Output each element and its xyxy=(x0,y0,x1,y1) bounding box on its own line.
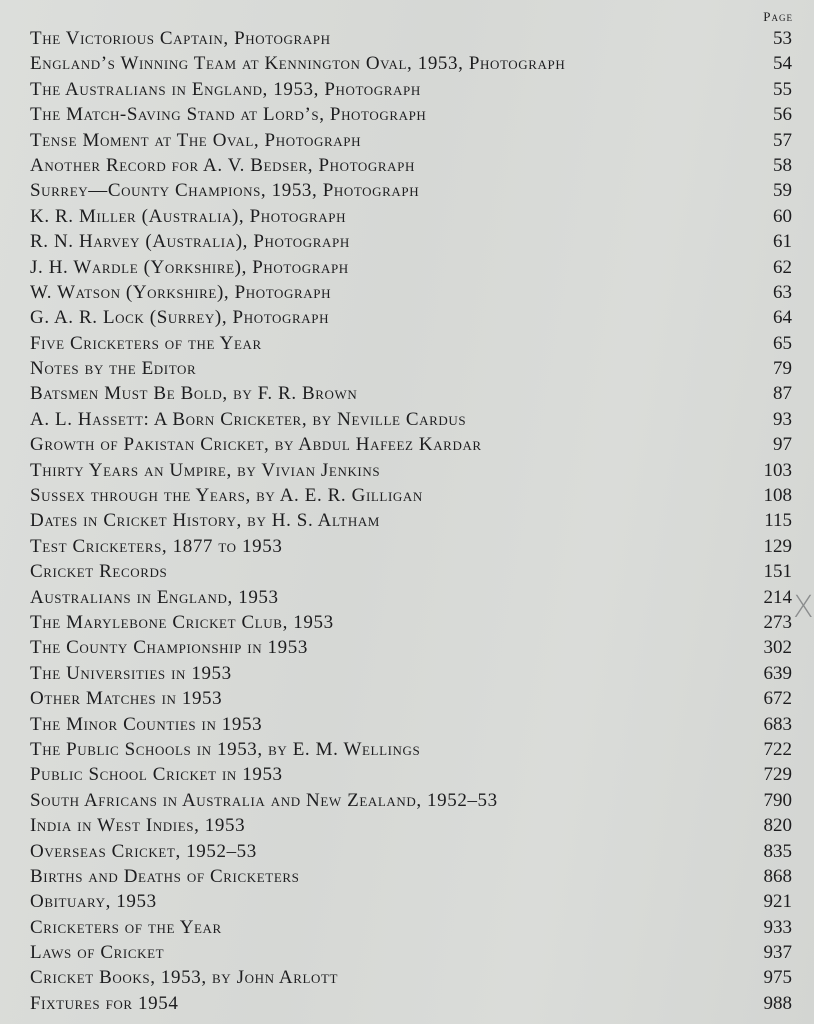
entry-page-number: 65 xyxy=(773,332,792,354)
entry-page-number: 58 xyxy=(773,154,792,176)
toc-entry xyxy=(30,102,792,127)
entry-title: Overseas Cricket, 1952–53 xyxy=(30,840,257,862)
entry-page-number: 988 xyxy=(763,992,792,1014)
entry-page-number: 79 xyxy=(773,358,792,380)
entry-page-number: 61 xyxy=(773,231,792,253)
entry-page-number: 302 xyxy=(763,637,792,659)
entry-title: The Marylebone Cricket Club, 1953 xyxy=(30,611,334,633)
toc-entry xyxy=(30,483,792,508)
toc-entry xyxy=(30,559,792,584)
entry-page-number: 937 xyxy=(763,942,792,964)
toc-entry xyxy=(30,204,792,229)
toc-entry xyxy=(30,331,792,356)
entry-page-number: 87 xyxy=(773,383,792,405)
entry-page-number: 933 xyxy=(763,916,792,938)
entry-title: Cricket Books, 1953, by John Arlott xyxy=(30,967,339,989)
entry-page-number: 64 xyxy=(773,307,792,329)
entry-title: Cricketers of the Year xyxy=(30,916,222,938)
toc-entry xyxy=(30,712,792,737)
entry-title: Dates in Cricket History, by H. S. Altham xyxy=(30,510,380,532)
toc-entry xyxy=(30,864,792,889)
entry-title: England’s Winning Team at Kennington Oval, 1953, Photograph xyxy=(30,53,566,75)
entry-page-number: 790 xyxy=(763,789,792,811)
entry-title: K. R. Miller (Australia), Photograph xyxy=(30,205,347,227)
toc-entry xyxy=(30,26,792,51)
entry-page-number: 62 xyxy=(773,256,792,278)
entry-page-number: 729 xyxy=(763,764,792,786)
entry-page-number: 54 xyxy=(773,53,792,75)
entry-page-number: 975 xyxy=(763,967,792,989)
entry-title: Cricket Records xyxy=(30,561,168,583)
entry-page-number: 59 xyxy=(773,180,792,202)
entry-title: The Australians in England, 1953, Photograph xyxy=(30,78,421,100)
entry-page-number: 672 xyxy=(763,688,792,710)
page-column-heading: Page xyxy=(763,9,793,24)
entry-title: The Match-Saving Stand at Lord’s, Photograph xyxy=(30,104,427,126)
entry-page-number: 63 xyxy=(773,281,792,303)
entry-page-number: 129 xyxy=(763,535,792,557)
entry-page-number: 820 xyxy=(763,815,792,837)
entry-page-number: 115 xyxy=(764,510,792,532)
toc-entry xyxy=(30,305,792,330)
entry-page-number: 921 xyxy=(763,891,792,913)
entry-title: J. H. Wardle (Yorkshire), Photograph xyxy=(30,256,349,278)
entry-title: India in West Indies, 1953 xyxy=(30,815,246,837)
toc-entry xyxy=(30,991,792,1016)
entry-title: Five Cricketers of the Year xyxy=(30,332,262,354)
entry-title: Australians in England, 1953 xyxy=(30,586,279,608)
entry-title: Surrey—County Champions, 1953, Photograph xyxy=(30,180,420,202)
toc-entry xyxy=(30,51,792,76)
entry-title: R. N. Harvey (Australia), Photograph xyxy=(30,231,350,253)
entry-page-number: 103 xyxy=(763,459,792,481)
toc-entry xyxy=(30,813,792,838)
entry-title: Births and Deaths of Cricketers xyxy=(30,865,300,887)
entry-title: The Universities in 1953 xyxy=(30,662,232,684)
toc-entry xyxy=(30,737,792,762)
entry-page-number: 56 xyxy=(773,104,792,126)
entry-title: Batsmen Must Be Bold, by F. R. Brown xyxy=(30,383,358,405)
entry-title: Sussex through the Years, by A. E. R. Gilligan xyxy=(30,485,423,507)
toc-entry xyxy=(30,915,792,940)
entry-title: The Public Schools in 1953, by E. M. Wellings xyxy=(30,738,421,760)
toc-entry xyxy=(30,458,792,483)
entry-page-number: 835 xyxy=(763,840,792,862)
entry-title: Obituary, 1953 xyxy=(30,891,157,913)
entry-page-number: 868 xyxy=(763,865,792,887)
toc-entry xyxy=(30,534,792,559)
toc-entry xyxy=(30,77,792,102)
toc-entry xyxy=(30,965,792,990)
toc-entry xyxy=(30,839,792,864)
entry-title: Another Record for A. V. Bedser, Photograph xyxy=(30,154,415,176)
entry-title: Thirty Years an Umpire, by Vivian Jenkins xyxy=(30,459,381,481)
entry-title: Laws of Cricket xyxy=(30,942,165,964)
toc-entry xyxy=(30,407,792,432)
toc-entry xyxy=(30,128,792,153)
entry-title: Tense Moment at The Oval, Photograph xyxy=(30,129,362,151)
entry-page-number: 55 xyxy=(773,78,792,100)
toc-entry xyxy=(30,762,792,787)
entry-title: Other Matches in 1953 xyxy=(30,688,223,710)
entry-page-number: 683 xyxy=(763,713,792,735)
entry-page-number: 214 xyxy=(763,586,792,608)
entry-title: The Victorious Captain, Photograph xyxy=(30,28,331,49)
toc-entry xyxy=(30,508,792,533)
entry-title: Notes by the Editor xyxy=(30,358,197,380)
toc-entry xyxy=(30,255,792,280)
entry-page-number: 57 xyxy=(773,129,792,151)
toc-entry xyxy=(30,153,792,178)
entry-title: W. Watson (Yorkshire), Photograph xyxy=(30,281,332,303)
toc-entry xyxy=(30,635,792,660)
toc-entry xyxy=(30,356,792,381)
entry-title: South Africans in Australia and New Zealand, 1952–53 xyxy=(30,789,498,811)
entry-page-number: 108 xyxy=(763,485,792,507)
entry-title: Public School Cricket in 1953 xyxy=(30,764,283,786)
table-of-contents xyxy=(30,26,792,1016)
toc-entry xyxy=(30,381,792,406)
toc-entry xyxy=(30,432,792,457)
entry-title: G. A. R. Lock (Surrey), Photograph xyxy=(30,307,330,329)
toc-entry xyxy=(30,610,792,635)
entry-title: The Minor Counties in 1953 xyxy=(30,713,263,735)
toc-entry xyxy=(30,788,792,813)
entry-page-number: 93 xyxy=(773,408,792,430)
toc-entry xyxy=(30,178,792,203)
entry-title: A. L. Hassett: A Born Cricketer, by Neville Cardus xyxy=(30,408,467,430)
entry-page-number: 60 xyxy=(773,205,792,227)
entry-page-number: 639 xyxy=(763,662,792,684)
toc-entry xyxy=(30,585,792,610)
entry-title: Test Cricketers, 1877 to 1953 xyxy=(30,535,283,557)
entry-title: The County Championship in 1953 xyxy=(30,637,308,659)
toc-entry xyxy=(30,661,792,686)
pencil-mark: X xyxy=(793,590,814,625)
entry-page-number: 722 xyxy=(763,738,792,760)
toc-entry xyxy=(30,229,792,254)
entry-page-number: 97 xyxy=(773,434,792,456)
toc-entry xyxy=(30,280,792,305)
entry-page-number: 151 xyxy=(763,561,792,583)
entry-page-number: 53 xyxy=(773,28,792,49)
toc-entry xyxy=(30,940,792,965)
entry-page-number: 273 xyxy=(763,611,792,633)
entry-title: Fixtures for 1954 xyxy=(30,992,179,1014)
toc-entry xyxy=(30,889,792,914)
entry-title: Growth of Pakistan Cricket, by Abdul Hafeez Kardar xyxy=(30,434,482,456)
toc-entry xyxy=(30,686,792,711)
